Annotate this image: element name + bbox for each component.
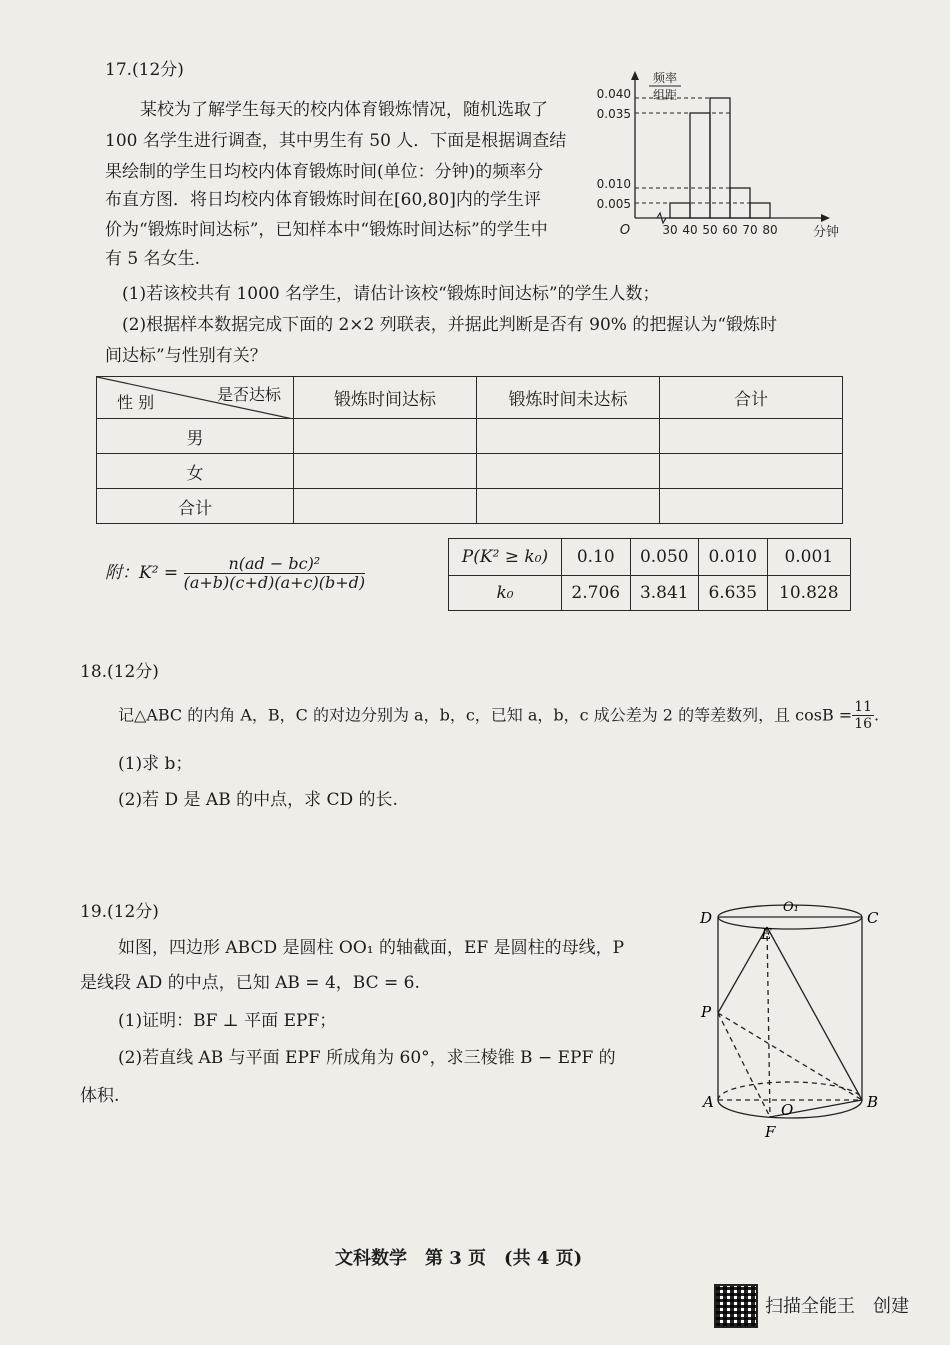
q19-part1: (1)证明：BF ⊥ 平面 EPF； [118,1011,337,1031]
table-row [97,489,843,524]
q17-part2-line1: (2)根据样本数据完成下面的 2×2 列联表，并据此判断是否有 90% 的把握认为“锻炼时 [122,315,778,335]
table-header: 合计 [660,377,843,419]
q18-part1: (1)求 b； [118,754,193,774]
q19-part2: (2)若直线 AB 与平面 EPF 所成角为 60°，求三棱锥 B − EPF 的 [118,1048,616,1068]
k-critical-table [448,538,851,611]
table-row-label: 男 [97,419,294,454]
frequency-histogram [585,68,850,250]
q17-part1: (1)若该校共有 1000 名学生，请估计该校“锻炼时间达标”的学生人数； [122,284,660,304]
q19-line-2: 是线段 AD 的中点，已知 AB = 4，BC = 6. [80,973,420,993]
scanner-watermark: 扫描全能王 创建 [765,1296,909,1317]
y-axis-label-bottom: 组距 [652,88,678,102]
qr-code-icon [714,1284,758,1328]
q17-line-6: 有 5 名女生. [105,249,201,269]
p-value: 0.10 [562,539,631,576]
p-value: 0.050 [630,539,699,576]
k-value: 10.828 [767,576,850,611]
table-cell [660,454,843,489]
label-D: D [700,909,713,927]
histogram-bar [690,113,710,218]
histogram-bar [710,98,730,218]
x-tick-label: 80 [762,223,778,237]
k-value: 6.635 [699,576,768,611]
cosb-numerator: 11 [854,699,873,715]
x-tick-label: 70 [742,223,758,237]
table-cell [477,454,660,489]
y-tick-label: 0.005 [596,197,631,211]
q17-line-5: 价为“锻炼时间达标”，已知样本中“锻炼时间达标”的学生中 [105,220,548,240]
table-row [97,454,843,489]
formula-prefix: 附：K² = [105,563,179,583]
table-row-label: 女 [97,454,294,489]
cosb-denominator: 16 [854,716,873,732]
k-value: 3.841 [630,576,699,611]
q18-stem-end: . [874,705,880,725]
table-row [97,419,843,454]
x-tick-label: 40 [682,223,698,237]
k-value: 2.706 [562,576,631,611]
label-B: B [867,1093,879,1111]
table-corner-cell [97,377,294,419]
q17-line-2: 100 名学生进行调查，其中男生有 50 人．下面是根据调查结 [105,131,567,151]
label-A: A [703,1093,714,1111]
q18-header: 18.(12分) [80,662,159,682]
table-cell [477,489,660,524]
label-E: E [761,925,772,943]
page-footer: 文科数学 第 3 页 (共 4 页) [335,1248,583,1269]
table-header: 锻炼时间未达标 [477,377,660,419]
contingency-table [96,376,843,524]
y-axis-label-top: 频率 [652,71,678,85]
cylinder-figure [695,895,895,1150]
table-cell [294,489,477,524]
table-cell [294,419,477,454]
q18-part2: (2)若 D 是 AB 的中点，求 CD 的长. [118,790,398,810]
histogram-bar [670,203,690,218]
label-C: C [867,909,879,927]
table-row-label: 合计 [97,489,294,524]
table-corner-top: 是否达标 [216,385,281,404]
q19-header: 19.(12分) [80,902,159,922]
formula-denominator: (a+b)(c+d)(a+c)(b+d) [183,573,366,592]
table-cell [294,454,477,489]
q18-stem [118,700,879,731]
table-header: 锻炼时间达标 [294,377,477,419]
q18-stem-text: 记△ABC 的内角 A，B，C 的对边分别为 a，b，c，已知 a，b，c 成公差为 2 的等差数列，且 cosB = [118,705,853,725]
q17-line-1: 某校为了解学生每天的校内体育锻炼情况，随机选取了 [140,100,548,120]
histogram-bar [750,203,770,218]
q17-line-4: 布直方图．将日均校内体育锻炼时间在[60,80]内的学生评 [105,190,541,210]
q17-header: 17.(12分) [105,60,184,80]
x-tick-label: 50 [702,223,718,237]
p-value: 0.001 [767,539,850,576]
label-P: P [701,1003,712,1021]
x-tick-label: 30 [662,223,678,237]
x-axis-label: 分钟 [813,225,840,240]
label-O: O [781,1101,794,1119]
y-tick-label: 0.040 [596,87,631,101]
label-O1: O₁ [783,900,799,915]
table-cell [660,489,843,524]
x-axis-arrow [821,214,830,222]
k-label: k₀ [449,576,562,611]
q19-part2-end: 体积. [80,1086,120,1106]
table-cell [660,419,843,454]
y-axis-arrow [631,71,639,80]
k2-formula [105,556,365,591]
table-corner-bottom: 性 别 [117,393,155,412]
q19-line-1: 如图，四边形 ABCD 是圆柱 OO₁ 的轴截面，EF 是圆柱的母线，P [118,938,625,958]
q17-part2-line2: 间达标”与性别有关？ [105,346,267,366]
x-tick-label: 60 [722,223,738,237]
label-F: F [765,1123,776,1141]
q17-line-3: 果绘制的学生日均校内体育锻炼时间(单位：分钟)的频率分 [105,162,544,182]
y-tick-label: 0.010 [596,177,631,191]
table-cell [477,419,660,454]
origin-label: O [619,223,631,238]
p-label: P(K² ≥ k₀) [449,539,562,576]
p-value: 0.010 [699,539,768,576]
y-tick-label: 0.035 [596,107,631,121]
formula-numerator: n(ad − bc)² [184,556,366,574]
